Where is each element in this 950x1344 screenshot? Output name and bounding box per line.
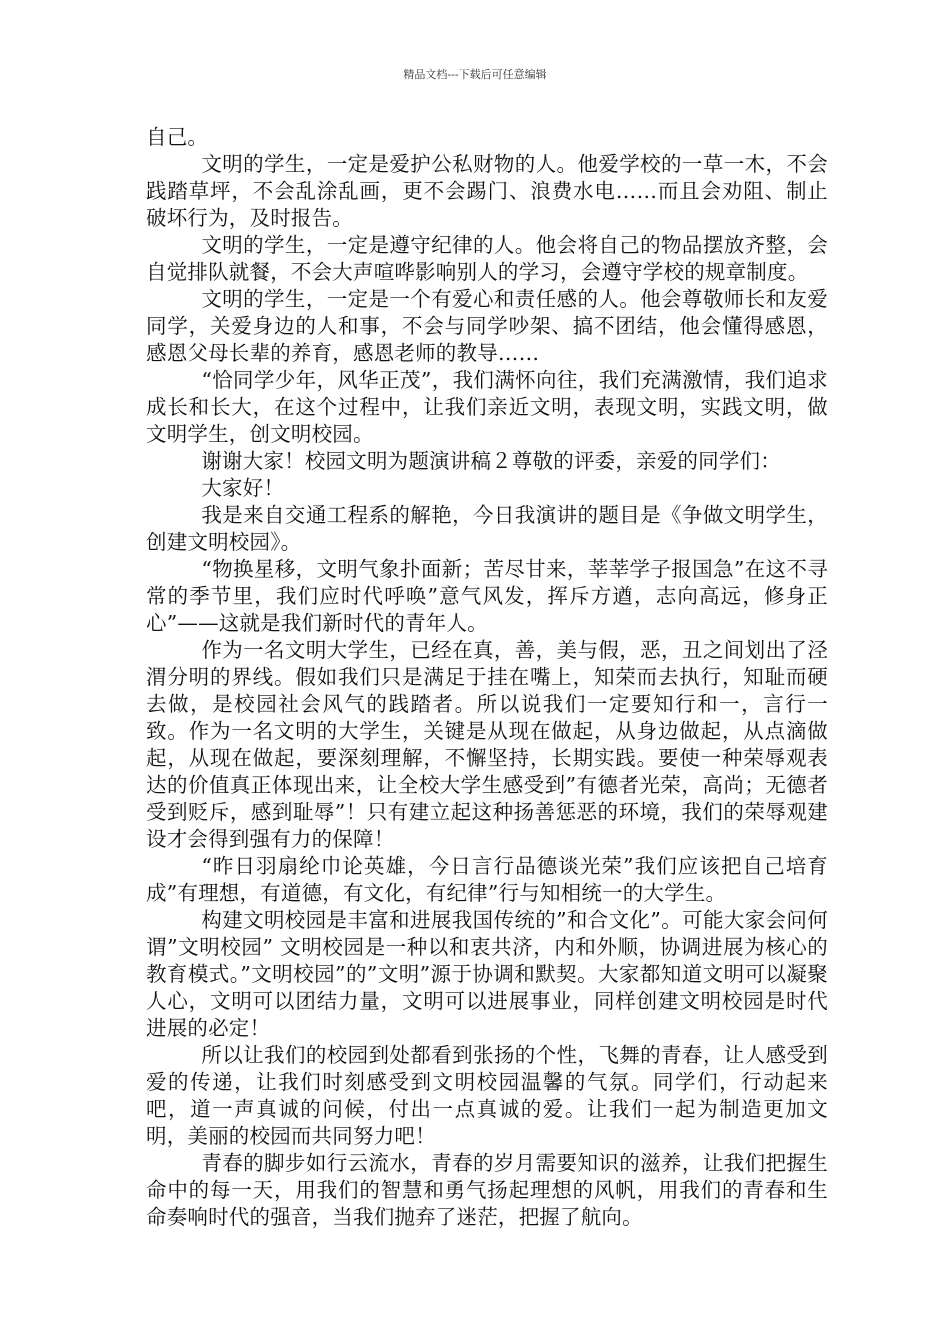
paragraph: 构建文明校园是丰富和进展我国传统的”和合文化”。可能大家会问何谓”文明校园” 文明校园是一种以和衷共济，内和外顺，协调进展为核心的教育模式。”文明校园”的”文明”源于协调和默契。大家都知道文明可以凝聚人心，文明可以团结力量，文明可以进展事业，同样创建文明校园是时代进展的必定！ [146,908,828,1040]
paragraph: 我是来自交通工程系的解艳，今日我演讲的题目是《争做文明学生，创建文明校园》。 [146,503,828,554]
paragraph: 谢谢大家！校园文明为题演讲稿２尊敬的评委，亲爱的同学们： [201,449,781,473]
paragraph: “恰同学少年，风华正茂”，我们满怀向往，我们充满激情，我们追求成长和长大，在这个过程中，让我们亲近文明，表现文明，实践文明，做文明学生，创文明校园。 [146,368,828,446]
page-header: 精品文档---下载后可任意编辑 [403,68,547,81]
paragraph: 作为一名文明大学生，已经在真，善，美与假，恶，丑之间划出了泾渭分明的界线。假如我们只是满足于挂在嘴上，知荣而去执行，知耻而硬去做，是校园社会风气的践踏者。所以说我们一定要知行和一，言行一致。作为一名文明的大学生，关键是从现在做起，从身边做起，从点滴做起，从现在做起，要深刻理解，不懈坚持，长期实践。要使一种荣辱观表达的价值真正体现出来，让全校大学生感受到”有德者光荣，高尚；无德者受到贬斥，感到耻辱”！只有建立起这种扬善惩恶的环境，我们的荣辱观建设才会得到强有力的保障！ [146,638,828,851]
paragraph: 青春的脚步如行云流水，青春的岁月需要知识的滋养，让我们把握生命中的每一天，用我们的智慧和勇气扬起理想的风帆，用我们的青春和生命奏响时代的强音，当我们抛弃了迷茫，把握了航向。 [146,1151,828,1229]
document-body [146,124,828,1231]
paragraph: 所以让我们的校园到处都看到张扬的个性，飞舞的青春，让人感受到爱的传递，让我们时刻感受到文明校园温馨的气氛。同学们，行动起来吧，道一声真诚的问候，付出一点真诚的爱。让我们一起为制造更加文明，美丽的校园而共同努力吧！ [146,1043,828,1148]
paragraph: “昨日羽扇纶巾论英雄，今日言行品德谈光荣”我们应该把自己培育成”有理想，有道德，有文化，有纪律”行与知相统一的大学生。 [146,854,828,905]
paragraph: 文明的学生，一定是一个有爱心和责任感的人。他会尊敬师长和友爱同学，关爱身边的人和事，不会与同学吵架、搞不团结，他会懂得感恩，感恩父母长辈的养育，感恩老师的教导…… [146,287,828,365]
paragraph: 自己。 [146,125,209,149]
paragraph: “物换星移，文明气象扑面新；苦尽甘来，莘莘学子报国急”在这不寻常的季节里，我们应时代呼唤”意气风发，挥斥方遒，志向高远，修身正心”——这就是我们新时代的青年人。 [146,557,828,635]
paragraph: 文明的学生，一定是遵守纪律的人。他会将自己的物品摆放齐整，会自觉排队就餐，不会大声喧哗影响别人的学习，会遵守学校的规章制度。 [146,233,828,284]
paragraph: 文明的学生，一定是爱护公私财物的人。他爱学校的一草一木，不会践踏草坪，不会乱涂乱画，更不会踢门、浪费水电……而且会劝阻、制止破坏行为，及时报告。 [146,152,828,230]
paragraph: 大家好！ [201,476,285,500]
